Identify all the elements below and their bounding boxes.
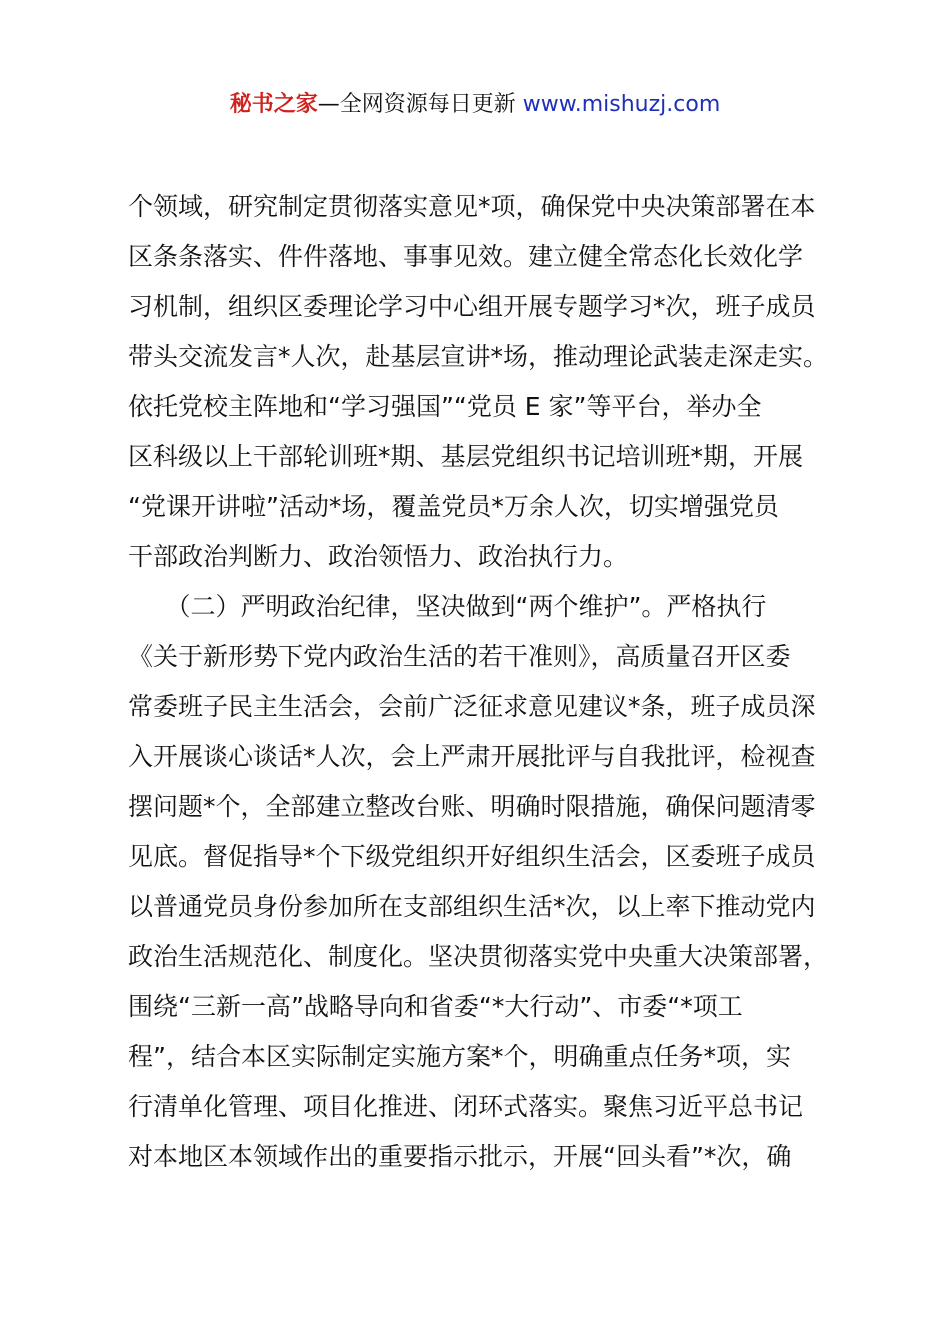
body-line: 对本地区本领域作出的重要指示批示，开展“回头看”*次，确 [128,1142,792,1171]
body-line: 《关于新形势下党内政治生活的若干准则》，高质量召开区委 [128,642,791,671]
brand-name: 秘书之家 [229,92,318,117]
body-line: 入开展谈心谈话*人次，会上严肃开展批评与自我批评，检视查 [128,742,816,771]
body-line: 依托党校主阵地和“学习强国”“党员 E 家”等平台，举办全 [128,392,762,421]
page-header [0,88,950,122]
document-body [128,182,838,1182]
header-slogan: —全网资源每日更新 [317,92,523,117]
body-line: 区科级以上干部轮训班*期、基层党组织书记培训班*期，开展 [128,442,804,471]
body-line: 程”，结合本区实际制定实施方案*个，明确重点任务*项，实 [128,1042,791,1071]
body-line: 行清单化管理、项目化推进、闭环式落实。聚焦习近平总书记 [128,1092,804,1121]
body-line: 见底。督促指导*个下级党组织开好组织生活会，区委班子成员 [128,842,816,871]
body-line: 带头交流发言*人次，赴基层宣讲*场，推动理论武装走深走实。 [128,342,829,371]
body-line: 干部政治判断力、政治领悟力、政治执行力。 [128,542,629,571]
site-url-link[interactable]: www.mishuzj.com [522,92,721,117]
body-line: 政治生活规范化、制度化。坚决贯彻落实党中央重大决策部署， [128,942,829,971]
body-line: 摆问题*个，全部建立整改台账、明确时限措施，确保问题清零 [128,792,816,821]
body-line: 围绕“三新一高”战略导向和省委“*大行动”、市委“*项工 [128,992,743,1021]
body-line: 区条条落实、件件落地、事事见效。建立健全常态化长效化学 [128,242,804,271]
body-line: 个领域，研究制定贯彻落实意见*项，确保党中央决策部署在本 [128,192,816,221]
body-line: 常委班子民主生活会，会前广泛征求意见建议*条，班子成员深 [128,692,816,721]
section-heading-line: （二）严明政治纪律，坚决做到“两个维护”。严格执行 [128,592,767,621]
body-line: 以普通党员身份参加所在支部组织生活*次，以上率下推动党内 [128,892,816,921]
body-line: 习机制，组织区委理论学习中心组开展专题学习*次，班子成员 [128,292,816,321]
body-line: “党课开讲啦”活动*场，覆盖党员*万余人次，切实增强党员 [128,492,779,521]
